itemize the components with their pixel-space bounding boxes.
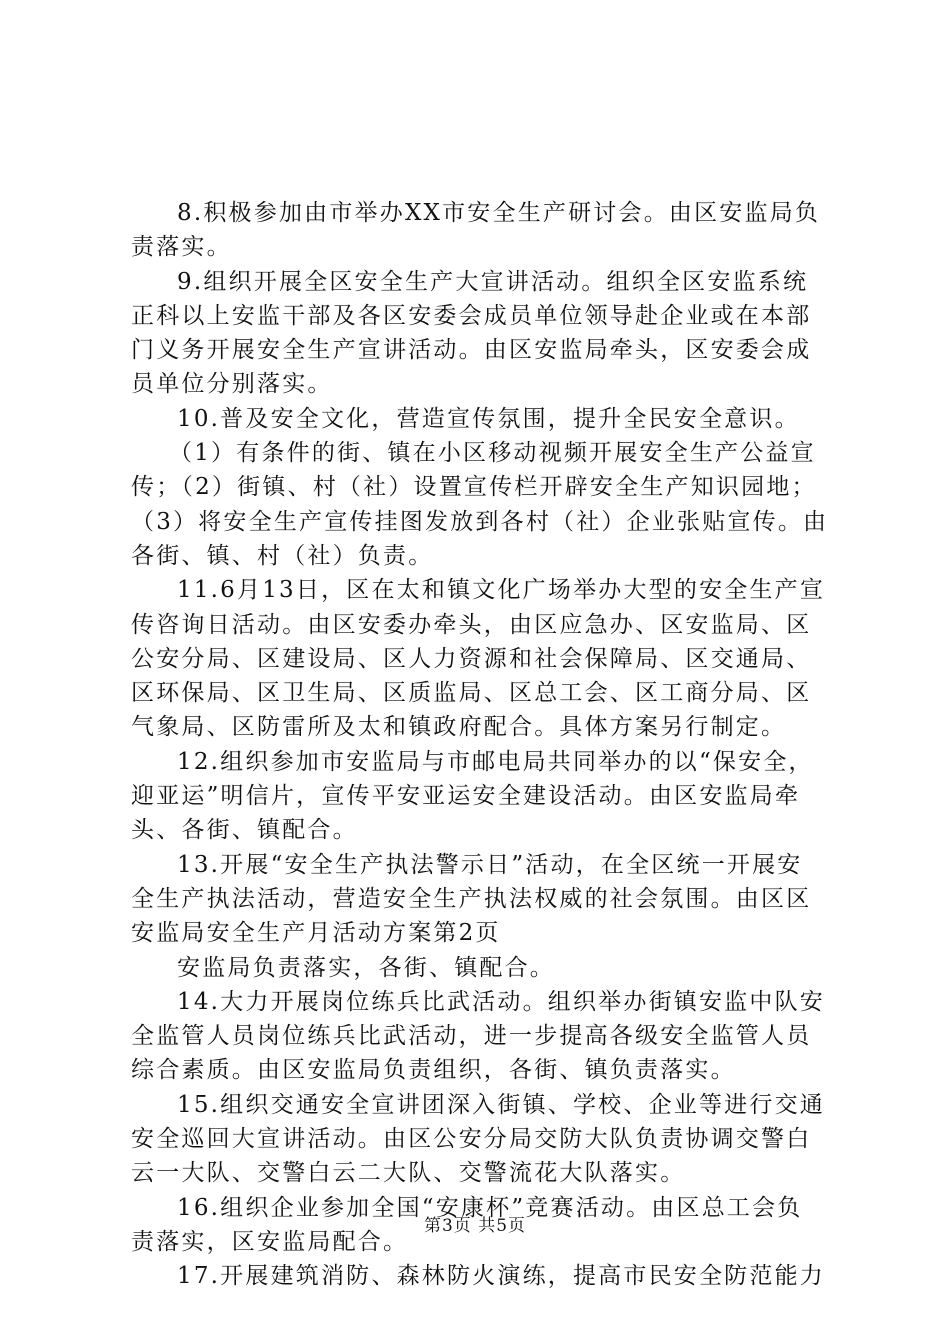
paragraph-line: 14.大力开展岗位练兵比武活动。组织举办街镇安监中队安	[177, 988, 825, 1015]
paragraph-line: 云一大队、交警白云二大队、交警流花大队落实。	[131, 1160, 686, 1187]
paragraph-line: 区环保局、区卫生局、区质监局、区总工会、区工商分局、区	[131, 680, 812, 707]
paragraph-line: 17.开展建筑消防、森林防火演练，提高市民安全防范能力	[177, 1263, 825, 1290]
paragraph-line: 门义务开展安全生产宣讲活动。由区安监局牵头，区安委会成	[131, 337, 812, 364]
paragraph-line: 全监管人员岗位练兵比武活动，进一步提高各级安全监管人员	[131, 1023, 812, 1050]
paragraph-line: 安监局负责落实，各街、镇配合。	[177, 954, 555, 981]
paragraph-line: 全生产执法活动，营造安全生产执法权威的社会氛围。由区区	[131, 885, 812, 912]
paragraph-line: 责落实。	[131, 234, 232, 261]
paragraph-line: 传咨询日活动。由区安委办牵头，由区应急办、区安监局、区	[131, 611, 812, 638]
paragraph-line: 9.组织开展全区安全生产大宣讲活动。组织全区安监系统	[177, 268, 809, 295]
paragraph-line: 责落实，区安监局配合。	[131, 1228, 409, 1255]
document-body	[131, 196, 841, 1294]
paragraph-line: 16.组织企业参加全国“安康杯”竞赛活动。由区总工会负	[177, 1194, 803, 1221]
page-footer	[0, 1214, 950, 1238]
paragraph-line: 安全巡回大宣讲活动。由区公安分局交防大队负责协调交警白	[131, 1126, 812, 1153]
paragraph-line: 8.积极参加由市举办XX市安全生产研讨会。由区安监局负	[177, 200, 821, 226]
paragraph-line: 15.组织交通安全宣讲团深入街镇、学校、企业等进行交通	[177, 1091, 825, 1118]
paragraph-line: （1）有条件的街、镇在小区移动视频开展安全生产公益宣	[169, 440, 816, 467]
paragraph-line: 13.开展“安全生产执法警示日”活动，在全区统一开展安	[177, 851, 803, 878]
paragraph-line: 11.6月13日，区在太和镇文化广场举办大型的安全生产宣	[177, 577, 826, 604]
paragraph-line: 综合素质。由区安监局负责组织，各街、镇负责落实。	[131, 1057, 736, 1084]
paragraph-line: （3）将安全生产宣传挂图发放到各村（社）企业张贴宣传。由	[131, 508, 829, 535]
paragraph-line: 10.普及安全文化，营造宣传氛围，提升全民安全意识。	[177, 405, 800, 432]
paragraph-line: 12.组织参加市安监局与市邮电局共同举办的以“保安全，	[177, 748, 814, 775]
paragraph-line: 各街、镇、村（社）负责。	[131, 542, 434, 569]
paragraph-line: 传；（2）街镇、村（社）设置宣传栏开辟安全生产知识园地；	[131, 474, 817, 501]
paragraph-line: 安监局安全生产月活动方案第2页	[131, 920, 501, 947]
paragraph-line: 迎亚运”明信片，宣传平安亚运安全建设活动。由区安监局牵	[131, 783, 801, 810]
page-number-label: 第3页 共5页	[423, 1216, 527, 1236]
paragraph-line: 气象局、区防雷所及太和镇政府配合。具体方案另行制定。	[131, 714, 787, 741]
paragraph-line: 员单位分别落实。	[131, 371, 333, 398]
paragraph-line: 头、各街、镇配合。	[131, 817, 358, 844]
paragraph-line: 公安分局、区建设局、区人力资源和社会保障局、区交通局、	[131, 645, 812, 672]
paragraph-line: 正科以上安监干部及各区安委会成员单位领导赴企业或在本部	[131, 302, 812, 329]
